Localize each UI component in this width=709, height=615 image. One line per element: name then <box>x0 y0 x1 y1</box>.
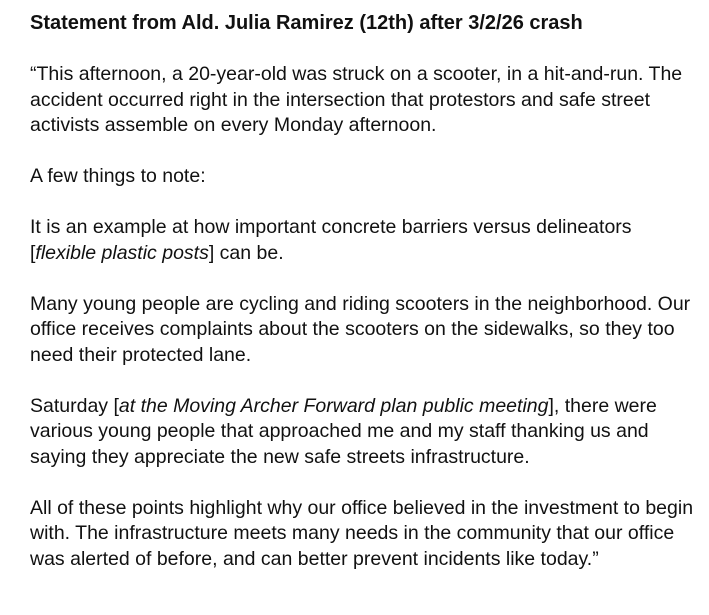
paragraph-saturday-meeting <box>30 394 700 471</box>
statement-document <box>30 10 700 572</box>
paragraph-saturday-text-after: ], there were various young people that approached me and my staff thanking us and saying they appreciate the new safe streets infrastructure. <box>30 394 657 468</box>
paragraph-barriers <box>30 215 700 266</box>
paragraph-young-riders: Many young people are cycling and riding scooters in the neighborhood. Our office receives complaints about the scooters on the sidewalks, so they too need their protected lane. <box>30 292 691 366</box>
paragraph-barriers-text-before: It is an example at how important concrete barriers versus delineators [ <box>30 216 632 264</box>
paragraph-notes-intro: A few things to note: <box>30 165 206 187</box>
paragraph-barriers-italic-note: flexible plastic posts <box>35 241 209 264</box>
paragraph-conclusion: All of these points highlight why our office believed in the investment to begin with. The infrastructure meets many needs in the community that our office was alerted of before, and can better prevent incidents like today.” <box>30 496 694 570</box>
statement-title: Statement from Ald. Julia Ramirez (12th) after 3/2/26 crash <box>30 12 583 34</box>
paragraph-incident: “This afternoon, a 20-year-old was struck on a scooter, in a hit-and-run. The accident occurred right in the intersection that protestors and safe street activists assemble on every Monday afternoon. <box>30 63 683 136</box>
paragraph-saturday-text-before: Saturday [ <box>30 394 119 417</box>
paragraph-saturday-italic-note: at the Moving Archer Forward plan public meeting <box>118 394 549 417</box>
paragraph-barriers-text-after: ] can be. <box>208 241 284 264</box>
